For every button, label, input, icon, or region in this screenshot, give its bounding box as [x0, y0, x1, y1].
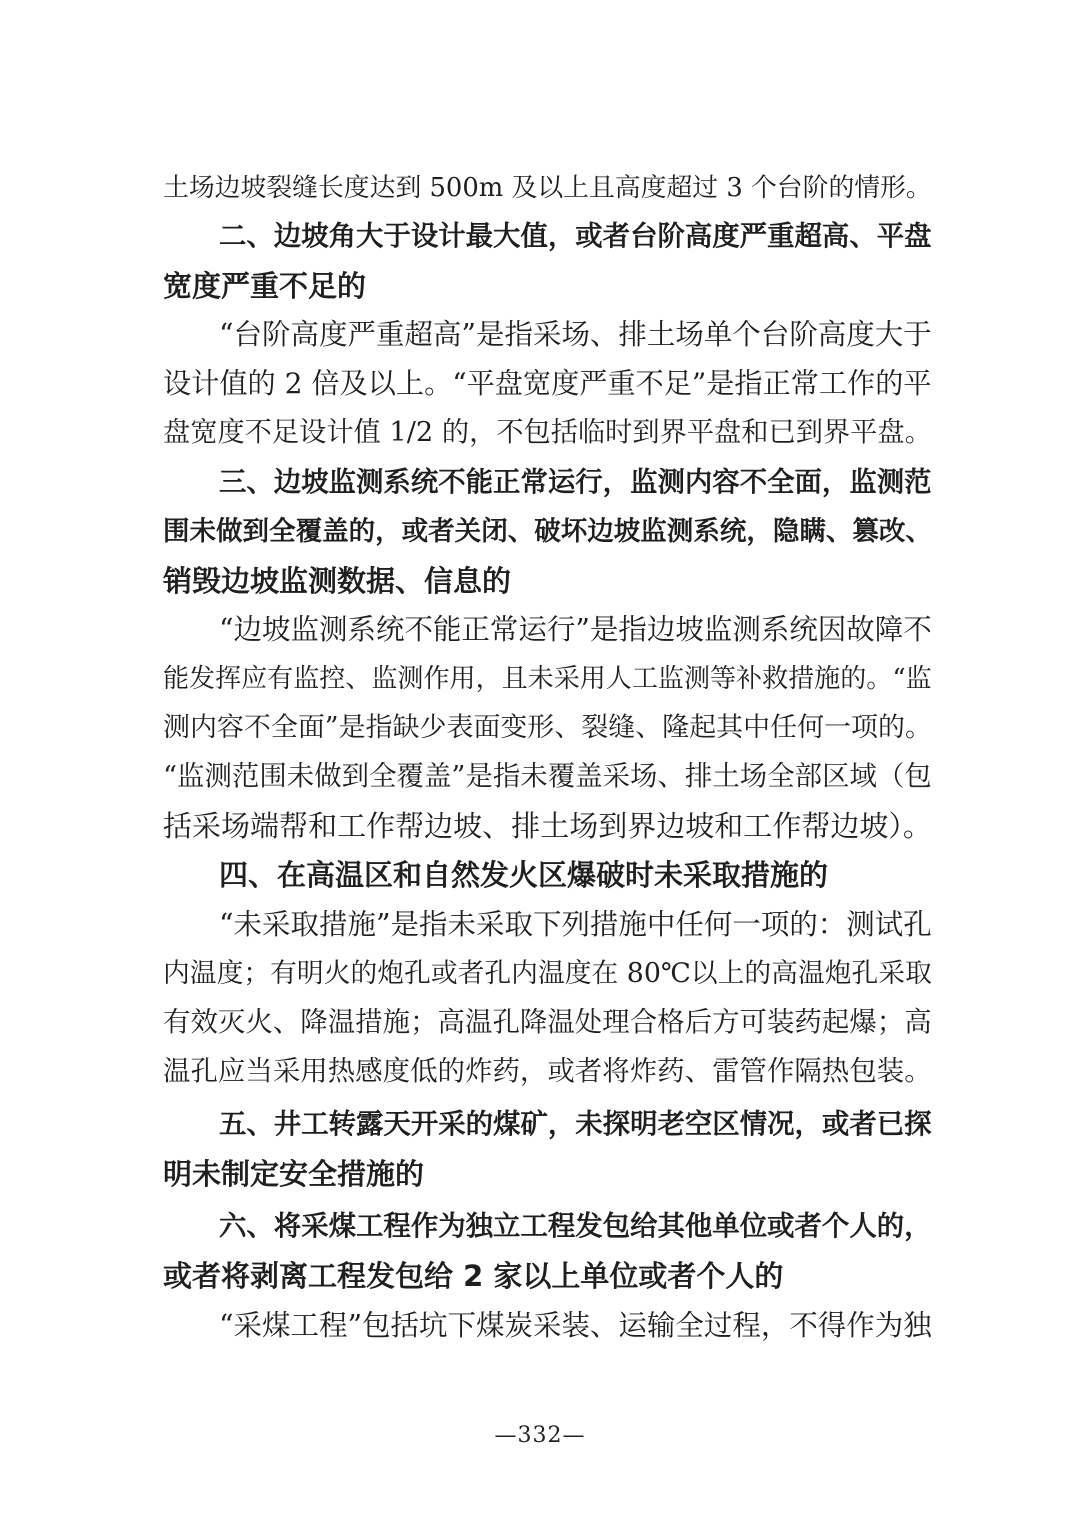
section-heading-line: 六、将采煤工程作为独立工程发包给其他单位或者个人的，: [219, 1211, 932, 1242]
text-line: 能发挥应有监控、监测作用，且未采用人工监测等补救措施的。“监: [163, 664, 932, 694]
text-line: “台阶高度严重超高”是指采场、排土场单个台阶高度大于: [219, 318, 932, 351]
text-line: 温孔应当采用热感度低的炸药，或者将炸药、雷管作隔热包装。: [163, 1056, 932, 1087]
section-heading-line: 二、边坡角大于设计最大值，或者台阶高度严重超高、平盘: [219, 221, 932, 252]
page-number: —332—: [494, 1423, 586, 1448]
text-line: “监测范围未做到全覆盖”是指未覆盖采场、排土场全部区域（包: [163, 761, 932, 792]
text-line: 内温度；有明火的炮孔或者孔内温度在 80℃以上的高温炮孔采取: [163, 958, 932, 989]
text-line: “边坡监测系统不能正常运行”是指边坡监测系统因故障不: [219, 613, 932, 646]
text-line: 土场边坡裂缝长度达到 500m 及以上且高度超过 3 个台阶的情形。: [163, 173, 932, 203]
section-heading-line: 围未做到全覆盖的，或者关闭、破坏边坡监测系统，隐瞒、篡改、: [163, 516, 932, 547]
section-heading-line: 销毁边坡监测数据、信息的: [163, 564, 512, 598]
section-heading-line: 五、井工转露天开采的煤矿，未探明老空区情况，或者已探: [219, 1109, 932, 1140]
text-line: “未采取措施”是指未采取下列措施中任何一项的：测试孔: [219, 908, 932, 941]
section-heading-line: 明未制定安全措施的: [163, 1157, 425, 1191]
section-heading-line: 宽度严重不足的: [163, 269, 367, 303]
text-line: 盘宽度不足设计值 1/2 的，不包括临时到界平盘和已到界平盘。: [163, 417, 932, 448]
text-line: 测内容不全面”是指缺少表面变形、裂缝、隆起其中任何一项的。: [163, 712, 932, 743]
section-heading-line: 四、在高温区和自然发火区爆破时未采取措施的: [219, 858, 829, 892]
text-line: “采煤工程”包括坑下煤炭采装、运输全过程，不得作为独: [219, 1309, 932, 1342]
section-heading-line: 三、边坡监测系统不能正常运行，监测内容不全面，监测范: [219, 467, 932, 498]
text-line: 设计值的 2 倍及以上。“平盘宽度严重不足”是指正常工作的平: [163, 367, 932, 400]
text-line: 有效灭火、降温措施；高温孔降温处理合格后方可装药起爆；高: [163, 1007, 932, 1038]
text-line: 括采场端帮和工作帮边坡、排土场到界边坡和工作帮边坡）。: [163, 809, 932, 843]
section-heading-line: 或者将剥离工程发包给 2 家以上单位或者个人的: [163, 1259, 784, 1293]
